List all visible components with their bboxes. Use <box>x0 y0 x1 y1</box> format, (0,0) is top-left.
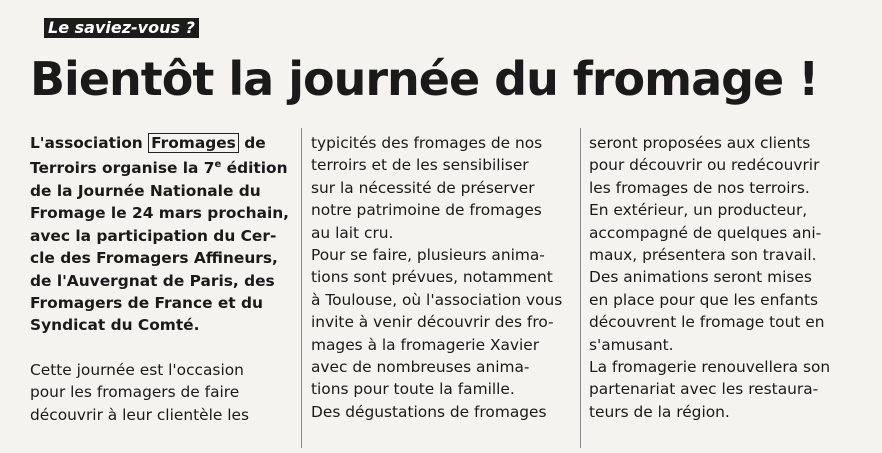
text-line: Fromagers de France et du <box>30 293 264 312</box>
text-line: teurs de la région. <box>589 402 730 421</box>
text-fragment: Terroirs organise la 7 <box>30 159 215 178</box>
text-line: s'amusant. <box>589 335 674 354</box>
text-line: découvrent le fromage tout en <box>589 313 825 332</box>
text-line: Cette journée est l'occasion <box>30 360 244 379</box>
text-line: cle des Fromagers Affineurs, <box>30 249 278 268</box>
section-kicker: Le saviez-vous ? <box>44 18 199 38</box>
text-line: de la Journée Nationale du <box>30 181 261 200</box>
text-line: avec la participation du Cer- <box>30 226 277 245</box>
text-line: de l'Auvergnat de Paris, des <box>30 271 275 290</box>
text-line: tions sont prévues, notamment <box>311 268 553 287</box>
text-line: sur la nécessité de préserver <box>311 178 535 197</box>
text-line: terroirs et de les sensibiliser <box>311 156 529 175</box>
text-line: Des dégustations de fromages <box>311 402 547 421</box>
text-line: typicités des fromages de nos <box>311 134 543 152</box>
article-column-1 <box>30 132 292 426</box>
text-line: Syndicat du Comté. <box>30 316 200 335</box>
text-line: partenariat avec les restaura- <box>589 380 819 399</box>
text-line: notre patrimoine de fromages <box>311 201 542 220</box>
column-divider <box>301 128 302 448</box>
text-line: découvrir à leur clientèle les <box>30 405 249 424</box>
text-line: pour les fromagers de faire <box>30 383 240 402</box>
text-line: tions pour toute la famille. <box>311 380 515 399</box>
text-fragment: édition <box>221 159 288 178</box>
text-line: Pour se faire, plusieurs anima- <box>311 246 545 265</box>
text-line <box>30 132 292 154</box>
text-line: pour découvrir ou redécouvrir <box>589 156 820 175</box>
superscript: e <box>214 159 222 171</box>
column-divider <box>580 128 581 448</box>
article-headline: Bientôt la journée du fromage ! <box>30 52 819 106</box>
text-line: seront proposées aux clients <box>589 134 811 152</box>
text-line: mages à la fromagerie Xavier <box>311 335 540 354</box>
text-line: invite à venir découvrir des fro- <box>311 313 554 332</box>
text-line: Des animations seront mises <box>589 268 812 287</box>
highlighted-word: Fromages <box>148 133 239 153</box>
text-line: maux, présentera son travail. <box>589 246 817 265</box>
text-line <box>30 154 292 180</box>
text-line: Fromage le 24 mars prochain, <box>30 204 290 223</box>
text-line: à Toulouse, où l'association vous <box>311 290 563 309</box>
text-line: en place pour que les enfants <box>589 290 818 309</box>
text-line: avec de nombreuses anima- <box>311 358 530 377</box>
text-fragment: de <box>238 134 266 152</box>
text-fragment: L'association <box>30 134 149 152</box>
article-column-3 <box>589 132 851 423</box>
text-line: En extérieur, un producteur, <box>589 201 808 220</box>
article-column-2 <box>311 132 573 423</box>
text-line: au lait cru. <box>311 223 394 242</box>
text-line: La fromagerie renouvellera son <box>589 358 831 377</box>
text-line: les fromages de nos terroirs. <box>589 178 810 197</box>
text-line: accompagné de quelques ani- <box>589 223 822 242</box>
